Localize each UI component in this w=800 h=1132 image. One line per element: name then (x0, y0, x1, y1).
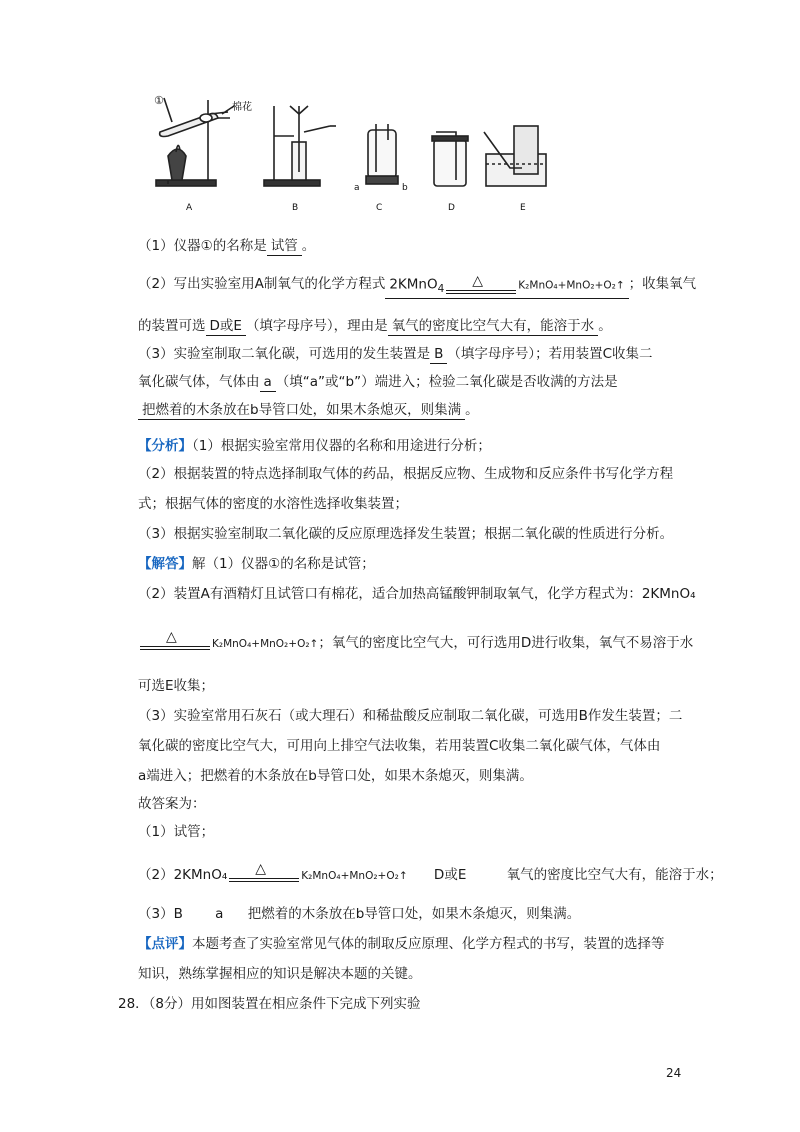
apparatus-d (432, 132, 468, 186)
q3-method-answer: 把燃着的木条放在b导管口处，如果木条熄灭，则集满 (138, 402, 465, 420)
q2-collect-answer: D或E (206, 318, 246, 336)
answer-2-products: K₂MnO₄+MnO₂+O₂↑ (301, 870, 408, 882)
eq-reactant: 2KMnO (389, 276, 438, 292)
apparatus-a (156, 98, 234, 186)
q3b-tail: （填“a”或“b”）端进入；检验二氧化碳是否收满的方法是 (275, 374, 618, 390)
q3b-prompt: 氧化碳气体，气体由 (138, 374, 260, 390)
solution-line-3 (138, 629, 694, 654)
question-2b (138, 316, 688, 336)
q1-answer: 试管 (267, 238, 302, 256)
eq-reactant-sub: 4 (437, 282, 445, 295)
comment-text-1: 本题考查了实验室常见气体的制取反应原理、化学方程式的书写，装置的选择等 (192, 936, 665, 952)
answer-3 (138, 904, 688, 924)
solution-eq-condition (140, 629, 210, 654)
q3c-end: 。 (465, 402, 479, 418)
q3a-prompt: （3）实验室制取二氧化碳，可选用的发生装置是 (138, 346, 431, 362)
question-1 (138, 236, 688, 256)
apparatus-e (484, 126, 546, 186)
q2b-end: 。 (598, 318, 612, 334)
q2-tail: ；收集氧气 (628, 276, 697, 292)
q1-end: 。 (301, 238, 316, 254)
analysis-line-3: 式；根据气体的密度的水溶性选择收集装置； (138, 496, 408, 512)
answer-2-reactant: （2）2KMnO₄ (138, 867, 228, 883)
port-b-label: b (402, 183, 408, 193)
q3a-tail: （填字母序号）；若用装置C收集二 (447, 346, 653, 362)
answer-2-heat-symbol: △ (255, 861, 267, 877)
page-number: 24 (666, 1066, 682, 1080)
answer-2 (138, 861, 723, 886)
q2b-mid: （填字母序号），理由是 (245, 318, 388, 334)
marker-1: ① (154, 94, 164, 107)
solution-line-7: a端进入；把燃着的木条放在b导管口处，如果木条熄灭，则集满。 (138, 768, 533, 784)
apparatus-figure (150, 92, 560, 220)
answer-3-method: 把燃着的木条放在b导管口处，如果木条熄灭，则集满。 (247, 906, 581, 922)
port-a-label: a (354, 183, 360, 193)
answer-2-collect: D或E (433, 867, 467, 883)
cotton-label: 棉花 (232, 102, 252, 113)
analysis-line-2: （2）根据装置的特点选择制取气体的药品，根据反应物、生成物和反应条件书写化学方程 (138, 466, 674, 482)
q2-equation (385, 272, 628, 299)
answer-3-generator: （3）B (138, 906, 183, 922)
apparatus-b (264, 106, 336, 186)
solution-line-2: （2）装置A有酒精灯且试管口有棉花，适合加热高锰酸钾制取氧气，化学方程式为：2KMnO₄ (138, 586, 696, 602)
label-c: C (376, 203, 383, 213)
q1-prompt: （1）仪器①的名称是 (138, 238, 267, 254)
solution-eq-products: K₂MnO₄+MnO₂+O₂↑ (212, 638, 319, 650)
analysis-text-1: （1）根据实验室常用仪器的名称和用途进行分析； (192, 438, 491, 454)
label-e: E (520, 203, 526, 213)
label-b: B (292, 203, 299, 213)
apparatus-diagram (150, 92, 560, 220)
q2b-prompt: 的装置可选 (138, 318, 206, 334)
answer-2-reason: 氧气的密度比空气大有，能溶于水； (506, 867, 723, 883)
solution-line-6: 氧化碳的密度比空气大，可用向上排空气法收集，若用装置C收集二氧化碳气体，气体由 (138, 738, 661, 754)
answer-2-eq-condition (229, 861, 299, 886)
q2-prompt: （2）写出实验室用A制氧气的化学方程式 (138, 276, 386, 292)
comment-line-2: 知识，熟练掌握相应的知识是解决本题的关键。 (138, 966, 422, 982)
solution-text-3: ；氧气的密度比空气大，可行选用D进行收集，氧气不易溶于水 (318, 635, 694, 651)
label-a: A (186, 203, 193, 213)
q3-inlet-answer: a (260, 374, 276, 392)
analysis-line-4: （3）根据实验室制取二氧化碳的反应原理选择发生装置；根据二氧化碳的性质进行分析。 (138, 526, 674, 542)
eq-condition (446, 272, 516, 298)
solution-heat-symbol: △ (166, 629, 177, 645)
analysis-tag: 【分析】 (138, 438, 192, 454)
analysis-line-1 (138, 436, 688, 456)
question-2 (138, 272, 697, 299)
q3-generator-answer: B (430, 346, 447, 364)
comment-tag: 【点评】 (138, 936, 192, 952)
heat-symbol: △ (472, 272, 484, 289)
solution-tag: 【解答】 (138, 556, 192, 572)
answer-1: （1）试管； (138, 824, 215, 840)
apparatus-c (366, 124, 398, 184)
answer-3-inlet: a (215, 906, 224, 922)
q2-reason-answer: 氧气的密度比空气大有，能溶于水 (388, 318, 599, 336)
next-question: 28．（8分）用如图装置在相应条件下完成下列实验 (118, 996, 421, 1012)
question-3c (138, 400, 688, 420)
question-3a (138, 344, 688, 364)
eq-products: K₂MnO₄+MnO₂+O₂↑ (518, 279, 625, 291)
solution-line-8: 故答案为： (138, 796, 206, 812)
solution-text-1: 解（1）仪器①的名称是试管； (192, 556, 375, 572)
label-d: D (448, 203, 455, 213)
solution-line-5: （3）实验室常用石灰石（或大理石）和稀盐酸反应制取二氧化碳，可选用B作发生装置；二 (138, 708, 683, 724)
question-3b (138, 372, 688, 392)
comment-line-1 (138, 934, 688, 954)
solution-line-4: 可选E收集； (138, 678, 215, 694)
solution-line-1 (138, 554, 688, 574)
